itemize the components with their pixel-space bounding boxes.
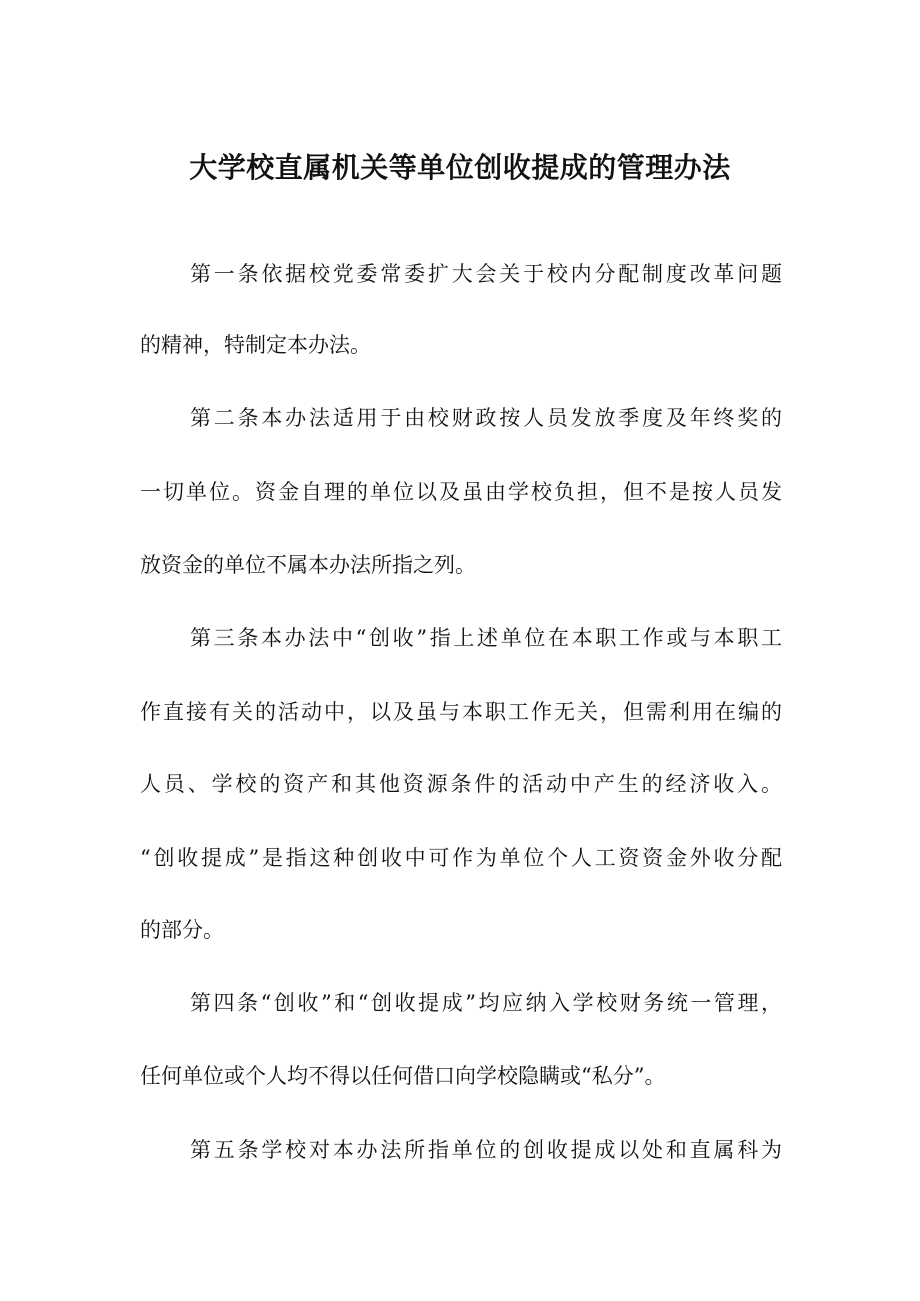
article-2-line-3: 放资金的单位不属本办法所指之列。 [140,553,476,577]
document-title: 大学校直属机关等单位创收提成的管理办法 [189,151,731,184]
article-3-line-2: 作直接有关的活动中，以及虽与本职工作无关，但需利用在编的 [140,700,782,724]
article-3-line-5: 的部分。 [140,918,224,942]
article-3-line-4: “创收提成”是指这种创收中可作为单位个人工资资金外收分配 [140,846,782,870]
article-4-line-1: 第四条“创收”和“创收提成”均应纳入学校财务统一管理， [190,991,782,1015]
article-5-line-1: 第五条学校对本办法所指单位的创收提成以处和直属科为 [190,1138,782,1162]
article-1-line-2: 的精神，特制定本办法。 [140,333,371,357]
article-2-line-1: 第二条本办法适用于由校财政按人员发放季度及年终奖的 [190,406,782,430]
article-1-line-1: 第一条依据校党委常委扩大会关于校内分配制度改革问题 [190,262,782,286]
article-2-line-2: 一切单位。资金自理的单位以及虽由学校负担，但不是按人员发 [140,480,782,504]
article-3-line-3: 人员、学校的资产和其他资源条件的活动中产生的经济收入。 [140,772,782,796]
article-3-line-1: 第三条本办法中“创收”指上述单位在本职工作或与本职工 [190,626,782,650]
article-4-line-2: 任何单位或个人均不得以任何借口向学校隐瞒或“私分”。 [140,1064,666,1088]
